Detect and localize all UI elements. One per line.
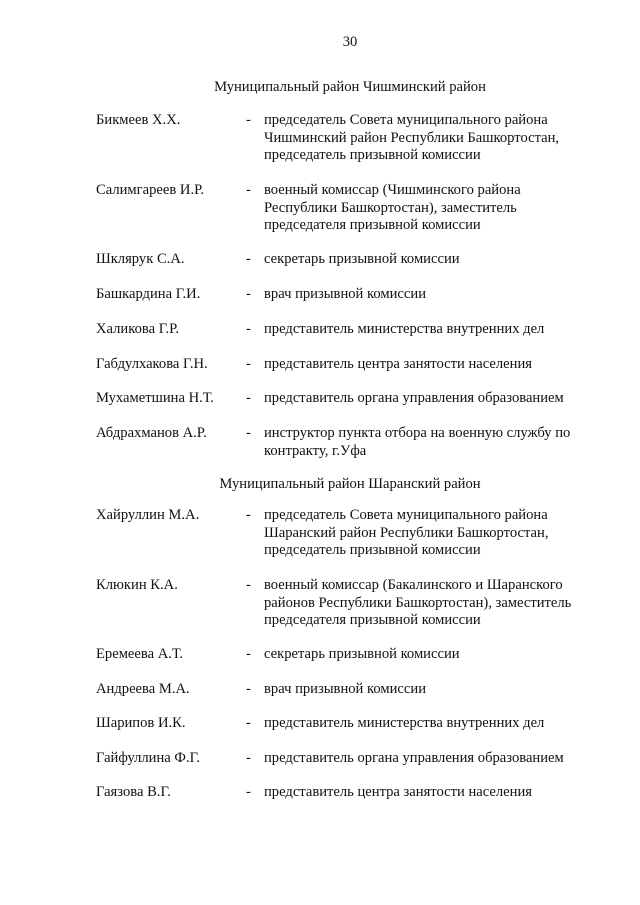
dash-separator: - [246,425,251,441]
member-name: Халикова Г.Р. [96,321,180,337]
dash-separator: - [246,112,251,128]
member-name: Габдулхакова Г.Н. [96,356,208,372]
member-role: представитель органа управления образованием [264,390,564,406]
member-name: Гайфуллина Ф.Г. [96,750,201,766]
dash-separator: - [246,390,251,406]
page-number: 30 [342,34,358,50]
dash-separator: - [246,356,251,372]
member-role: представитель центра занятости населения [264,784,532,800]
member-name: Абдрахманов А.Р. [96,425,207,441]
member-name: Гаязова В.Г. [96,784,171,800]
member-name: Клюкин К.А. [96,577,178,593]
dash-separator: - [246,681,251,697]
dash-separator: - [246,577,251,593]
member-entry [96,784,606,802]
member-role: врач призывной комиссии [264,286,426,302]
member-name: Андреева М.А. [96,681,190,697]
dash-separator: - [246,646,251,662]
member-role: военный комиссар (Чишминского района Республики Башкортостан), заместитель председателя призывной комиссии [264,182,521,234]
member-entry [96,681,606,699]
member-entry [96,286,606,304]
member-name: Хайруллин М.А. [96,507,200,523]
member-name: Мухаметшина Н.Т. [96,390,214,406]
member-role: врач призывной комиссии [264,681,426,697]
dash-separator: - [246,507,251,523]
member-entry [96,507,606,560]
dash-separator: - [246,286,251,302]
member-role: председатель Совета муниципального района Шаранский район Республики Башкортостан, председатель призывной комиссии [264,507,549,559]
member-entry [96,356,606,374]
dash-separator: - [246,715,251,731]
member-role: представитель органа управления образованием [264,750,564,766]
member-role: секретарь призывной комиссии [264,251,460,267]
section-title-sharansky: Муниципальный район Шаранский район [219,476,481,492]
member-role: инструктор пункта отбора на военную службу по контракту, г.Уфа [264,425,571,459]
dash-separator: - [246,251,251,267]
member-role: представитель министерства внутренних дел [264,715,545,731]
member-name: Салимгареев И.Р. [96,182,205,198]
member-name: Шклярук С.А. [96,251,185,267]
member-name: Башкардина Г.И. [96,286,201,302]
member-role: военный комиссар (Бакалинского и Шаранского районов Республики Башкортостан), заместитель председателя призывной комиссии [264,577,572,629]
member-name: Бикмеев Х.Х. [96,112,181,128]
dash-separator: - [246,321,251,337]
member-entry [96,425,606,460]
member-entry [96,112,606,165]
member-entry [96,390,606,408]
member-entry [96,646,606,664]
member-name: Еремеева А.Т. [96,646,183,662]
member-role: председатель Совета муниципального района Чишминский район Республики Башкортостан, председатель призывной комиссии [264,112,560,164]
section-title-chishminsky: Муниципальный район Чишминский район [214,79,486,95]
member-role: секретарь призывной комиссии [264,646,460,662]
member-entry [96,182,606,235]
member-role: представитель министерства внутренних дел [264,321,545,337]
member-entry [96,750,606,768]
dash-separator: - [246,750,251,766]
member-entry [96,251,606,269]
member-entry [96,577,606,630]
member-entry [96,321,606,339]
member-entry [96,715,606,733]
dash-separator: - [246,182,251,198]
member-name: Шарипов И.К. [96,715,186,731]
dash-separator: - [246,784,251,800]
member-role: представитель центра занятости населения [264,356,532,372]
